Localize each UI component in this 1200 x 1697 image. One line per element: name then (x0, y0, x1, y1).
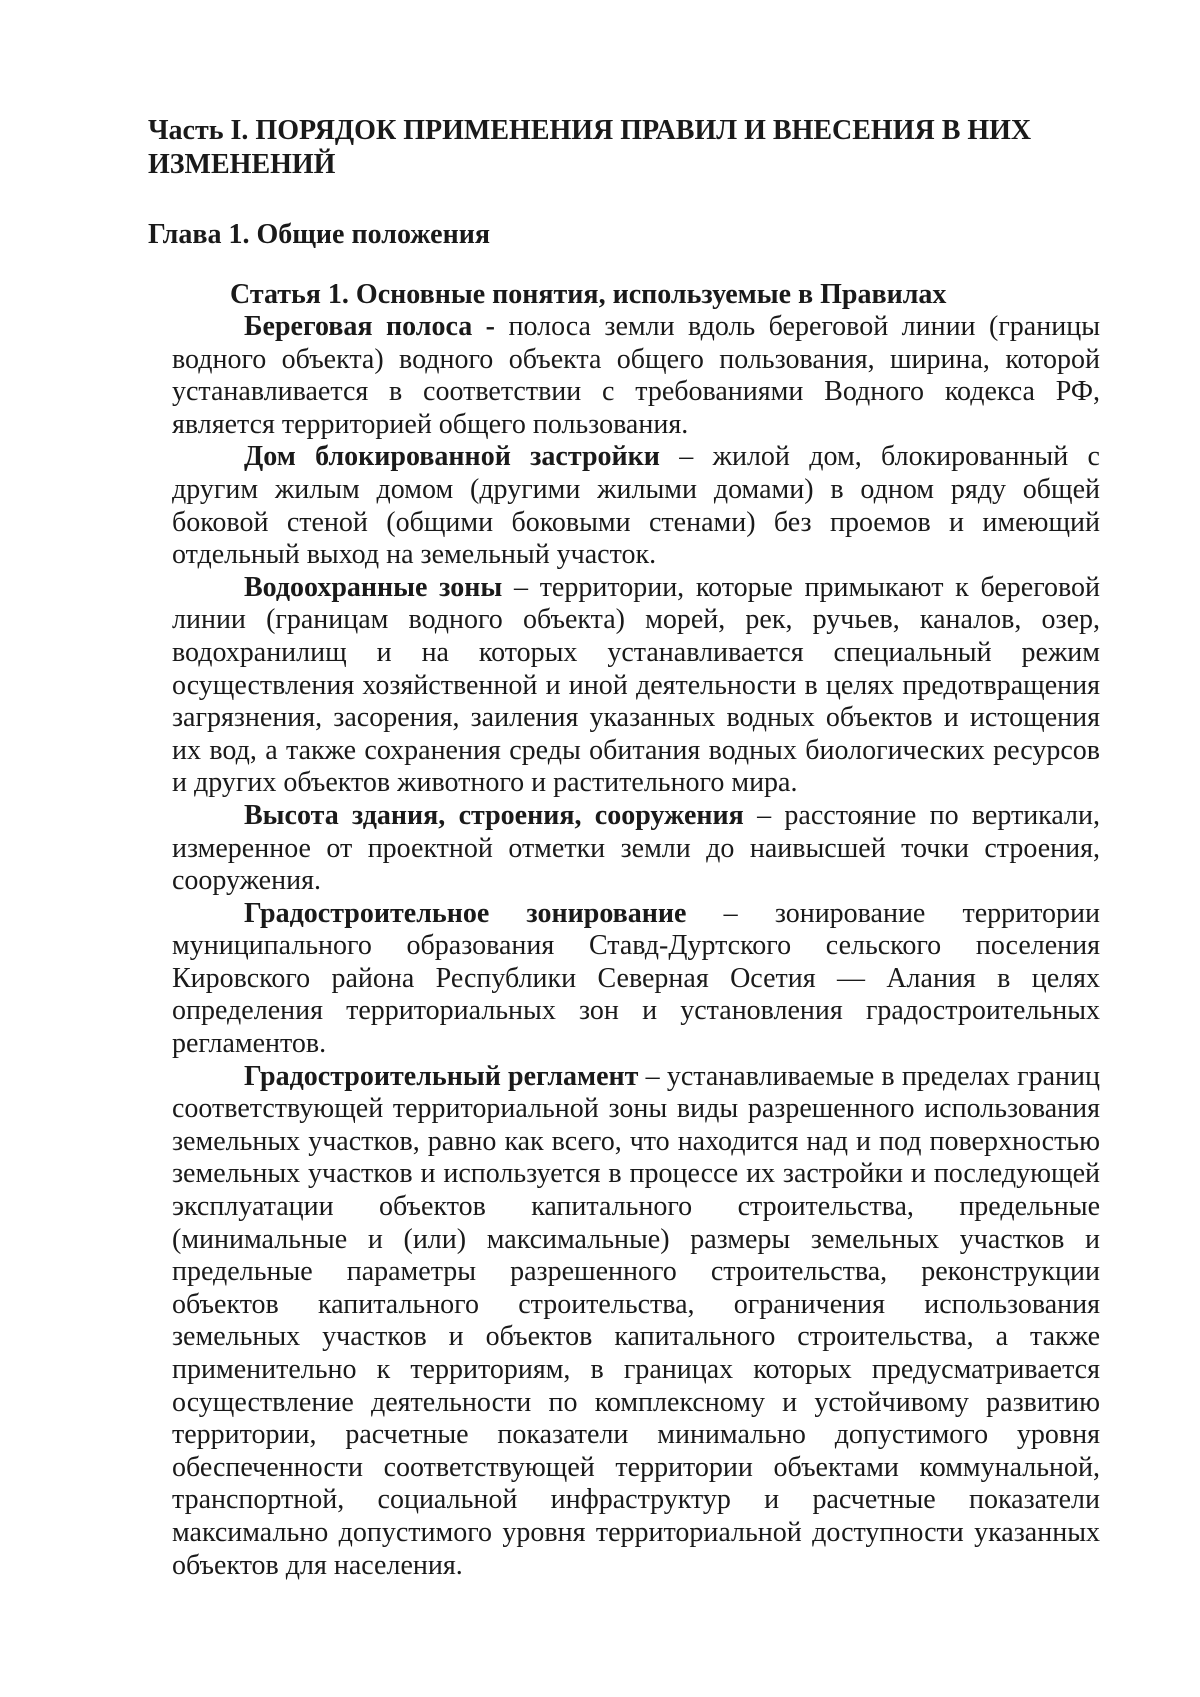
definition-term: Дом блокированной застройки (244, 441, 660, 473)
definition-paragraph (172, 800, 1100, 898)
article-body (172, 311, 1100, 1582)
definition-term: Береговая полоса - (244, 311, 496, 342)
article-title: Статья 1. Основные понятия, используемые в Правилах (230, 279, 947, 310)
definition-paragraph (172, 1061, 1100, 1583)
definition-text: полоса земли вдоль береговой линии (границы водного объекта) водного объекта общего пользования, ширина, которой устанавливается в соответствии с требованиями Водного кодекса РФ, является территорией общего пользования. (172, 311, 1101, 440)
definition-text: – территории, которые примыкают к береговой линии (границам водного объекта) морей, рек, ручьев, каналов, озер, водохранилищ и на которых устанавливается специальный режим осуществления хозяйственной и иной деятельности в целях предотвращения загрязнения, засорения, заиления указанных водных объектов и истощения их вод, а также сохранения среды обитания водных биологических ресурсов и других объектов животного и растительного мира. (172, 571, 1101, 799)
definition-term: Высота здания, строения, сооружения (244, 799, 744, 831)
definition-text: – расстояние по вертикали, измеренное от проектной отметки земли до наивысшей точки строения, сооружения. (172, 799, 1100, 897)
definition-text: – зонирование территории муниципального образования Ставд-Дуртского сельского поселения Кировского района Республики Северная Осетия — Алания в целях определения территориальных зон и установления градостроительных регламентов. (172, 897, 1101, 1060)
definition-paragraph (172, 572, 1100, 800)
definition-term: Градостроительное зонирование (244, 897, 687, 929)
definition-term: Водоохранные зоны (244, 571, 503, 603)
definition-term: Градостроительный регламент (244, 1060, 639, 1092)
definition-paragraph (172, 311, 1100, 441)
part-title: Часть I. ПОРЯДОК ПРИМЕНЕНИЯ ПРАВИЛ И ВНЕСЕНИЯ В НИХ ИЗМЕНЕНИЙ (148, 115, 1032, 180)
definition-text: – устанавливаемые в пределах границ соответствующей территориальной зоны виды разрешенного использования земельных участков, равно как всего, что находится над и под поверхностью земельных участков и используется в процессе их застройки и последующей эксплуатации объектов капитального строительства, предельные (минимальные и (или) максимальные) размеры земельных участков и предельные параметры разрешенного строительства, реконструкции объектов капитального строительства, ограничения использования земельных участков и объектов капитального строительства, а также применительно к территориям, в границах которых предусматривается осуществление деятельности по комплексному и устойчивому развитию территории, расчетные показатели минимально допустимого уровня обеспеченности соответствующей территории объектами коммунальной, транспортной, социальной инфраструктур и расчетные показатели максимально допустимого уровня территориальной доступности указанных объектов для населения. (172, 1060, 1101, 1581)
definition-paragraph (172, 441, 1100, 571)
chapter-title: Глава 1. Общие положения (148, 219, 491, 250)
definition-text: – жилой дом, блокированный с другим жилым домом (другими жилыми домами) в одном ряду общей боковой стеной (общими боковыми стенами) без проемов и имеющий отдельный выход на земельный участок. (172, 441, 1100, 571)
definition-paragraph (172, 898, 1100, 1061)
